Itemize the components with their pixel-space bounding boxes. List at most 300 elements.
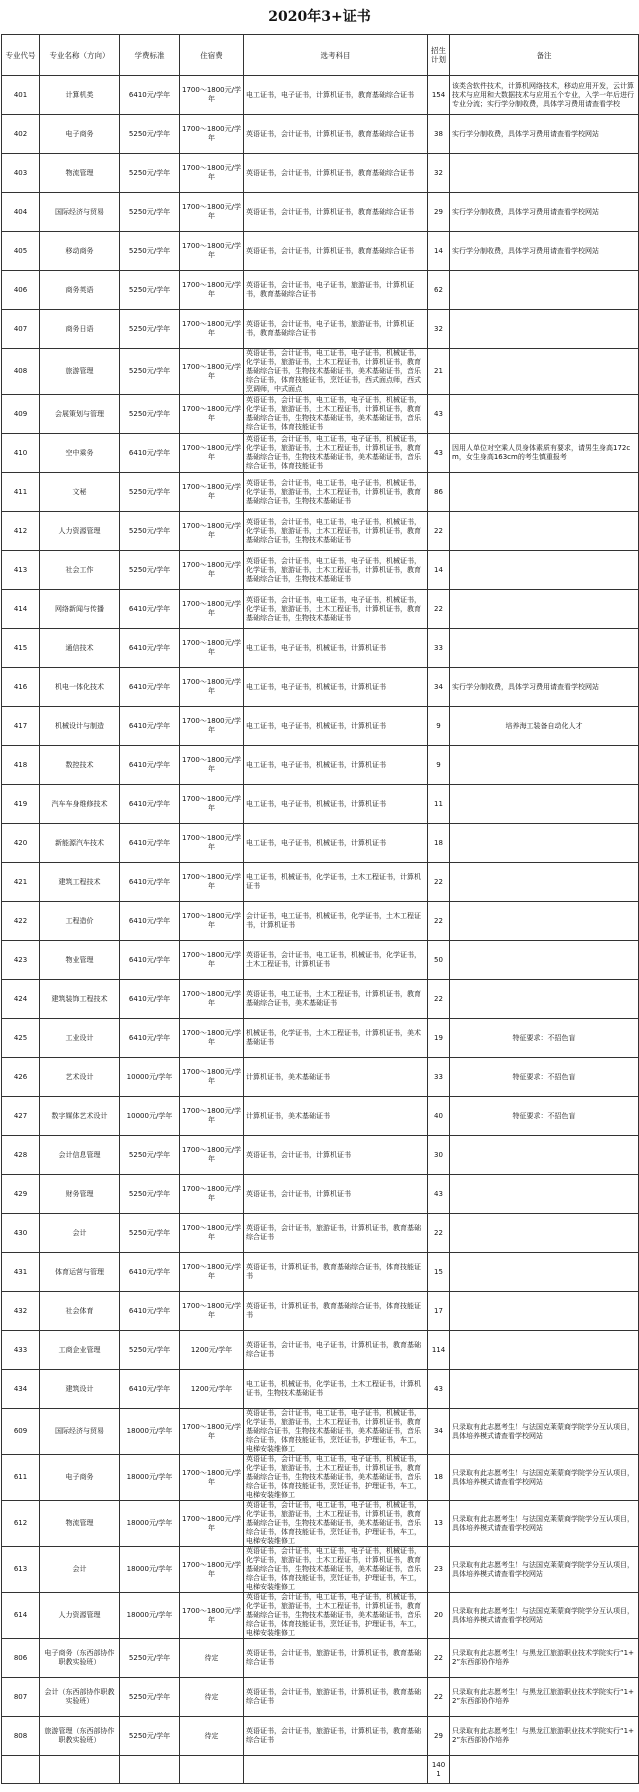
page-title: 2020年3+证书 <box>268 9 371 25</box>
cell-name: 旅游管理（东西部协作职教实验班） <box>40 1717 120 1756</box>
cell-tuition: 18000元/学年 <box>120 1593 180 1639</box>
cell-tuition: 5250元/学年 <box>120 349 180 395</box>
cell-note <box>450 1253 639 1292</box>
header-lodging: 住宿费 <box>180 35 244 76</box>
table-row <box>2 1547 639 1593</box>
cell-tuition: 6410元/学年 <box>120 668 180 707</box>
cell-subjects: 电工证书，电子证书，机械证书，计算机证书 <box>244 668 428 707</box>
cell-note: 只录取有此志愿考生！与黑龙江旅游职业技术学院实行“1+2”东西部协作培养 <box>450 1717 639 1756</box>
total-plan: 1401 <box>428 1756 450 1784</box>
cell-name: 工商企业管理 <box>40 1331 120 1370</box>
table-row <box>2 746 639 785</box>
cell-name: 建筑工程技术 <box>40 863 120 902</box>
cell-subjects: 英语证书，会计证书，计算机证书，教育基础综合证书 <box>244 232 428 271</box>
table-row <box>2 1292 639 1331</box>
cell-note: 该类含软件技术，计算机网络技术，移动应用开发，云计算技术与应用和大数据技术与应用五个专业，入学一年后进行专业分流；实行学分制收费，具体学习费用请查看学校 <box>450 76 639 115</box>
cell-plan: 34 <box>428 1409 450 1455</box>
total-empty-cell <box>120 1756 180 1784</box>
header-subjects: 选考科目 <box>244 35 428 76</box>
cell-plan: 32 <box>428 310 450 349</box>
cell-lodging: 1700～1800元/学年 <box>180 1292 244 1331</box>
cell-subjects: 英语证书，会计证书，电工证书，电子证书，机械证书，化学证书，旅游证书，土木工程证书，计算机证书，教育基础综合证书，生物技术基础证书，美术基础证书，音乐综合证书，体育技能证书，烹饪证书，西式面点师，西式烹调师，中式面点 <box>244 349 428 395</box>
cell-plan: 9 <box>428 707 450 746</box>
cell-name: 建筑装饰工程技术 <box>40 980 120 1019</box>
cell-plan: 43 <box>428 1175 450 1214</box>
cell-lodging: 1700～1800元/学年 <box>180 1501 244 1547</box>
cell-plan: 30 <box>428 1136 450 1175</box>
cell-subjects: 电工证书，电子证书，机械证书，计算机证书 <box>244 824 428 863</box>
cell-code: 423 <box>2 941 40 980</box>
cell-tuition: 6410元/学年 <box>120 941 180 980</box>
cell-code: 420 <box>2 824 40 863</box>
cell-note <box>450 473 639 512</box>
cell-tuition: 6410元/学年 <box>120 980 180 1019</box>
cell-subjects: 英语证书，会计证书，计算机证书，教育基础综合证书 <box>244 193 428 232</box>
table-row <box>2 512 639 551</box>
cell-subjects: 英语证书，会计证书，计算机证书，教育基础综合证书 <box>244 154 428 193</box>
cell-lodging: 1700～1800元/学年 <box>180 707 244 746</box>
cell-name: 会计信息管理 <box>40 1136 120 1175</box>
cell-code: 415 <box>2 629 40 668</box>
cell-note <box>450 980 639 1019</box>
cell-code: 404 <box>2 193 40 232</box>
cell-plan: 22 <box>428 590 450 629</box>
cell-plan: 33 <box>428 1058 450 1097</box>
header-name: 专业名称（方向） <box>40 35 120 76</box>
cell-code: 414 <box>2 590 40 629</box>
cell-plan: 13 <box>428 1501 450 1547</box>
table-row <box>2 1331 639 1370</box>
cell-subjects: 英语证书，会计证书，旅游证书，计算机证书，教育基础综合证书 <box>244 1717 428 1756</box>
cell-subjects: 英语证书，会计证书，电工证书，电子证书，机械证书，化学证书，旅游证书，土木工程证书，计算机证书，教育基础综合证书，生物技术基础证书，美术基础证书，音乐综合证书，体育技能证书，烹饪证书，护理证书，车工，电梯安装维修工 <box>244 1593 428 1639</box>
cell-plan: 22 <box>428 902 450 941</box>
cell-code: 413 <box>2 551 40 590</box>
cell-note <box>450 746 639 785</box>
cell-tuition: 18000元/学年 <box>120 1501 180 1547</box>
cell-name: 数字媒体艺术设计 <box>40 1097 120 1136</box>
table-row <box>2 668 639 707</box>
cell-lodging: 1700～1800元/学年 <box>180 1409 244 1455</box>
cell-tuition: 5250元/学年 <box>120 1639 180 1678</box>
cell-lodging: 待定 <box>180 1639 244 1678</box>
cell-lodging: 1700～1800元/学年 <box>180 785 244 824</box>
cell-tuition: 5250元/学年 <box>120 1175 180 1214</box>
cell-subjects: 会计证书，电工证书，机械证书，化学证书，土木工程证书，计算机证书 <box>244 902 428 941</box>
cell-code: 408 <box>2 349 40 395</box>
cell-tuition: 18000元/学年 <box>120 1455 180 1501</box>
cell-subjects: 英语证书，会计证书，电工证书，电子证书，机械证书，化学证书，旅游证书，土木工程证书，计算机证书，教育基础综合证书，生物技术基础证书，美术基础证书，音乐综合证书，体育技能证书，烹饪证书，护理证书，车工，电梯安装维修工 <box>244 1547 428 1593</box>
cell-tuition: 5250元/学年 <box>120 154 180 193</box>
cell-subjects: 英语证书，会计证书，电工证书，电子证书，机械证书，化学证书，旅游证书，土木工程证书，计算机证书，教育基础综合证书，生物技术基础证书 <box>244 551 428 590</box>
cell-note: 实行学分制收费，具体学习费用请查看学校网站 <box>450 232 639 271</box>
cell-plan: 18 <box>428 1455 450 1501</box>
cell-lodging: 1700～1800元/学年 <box>180 349 244 395</box>
cell-subjects: 电工证书，机械证书，化学证书，土木工程证书，计算机证书，生物技术基础证书 <box>244 1370 428 1409</box>
cell-name: 会计（东西部协作职教实验班） <box>40 1678 120 1717</box>
table-row <box>2 349 639 395</box>
cell-lodging: 1700～1800元/学年 <box>180 271 244 310</box>
cell-lodging: 1700～1800元/学年 <box>180 1214 244 1253</box>
cell-tuition: 6410元/学年 <box>120 902 180 941</box>
cell-code: 410 <box>2 434 40 473</box>
cell-subjects: 电工证书，电子证书，机械证书，计算机证书 <box>244 707 428 746</box>
table-row <box>2 980 639 1019</box>
cell-plan: 33 <box>428 629 450 668</box>
cell-lodging: 1700～1800元/学年 <box>180 980 244 1019</box>
table-row <box>2 1639 639 1678</box>
cell-lodging: 1700～1800元/学年 <box>180 395 244 434</box>
cell-tuition: 5250元/学年 <box>120 473 180 512</box>
cell-lodging: 1700～1800元/学年 <box>180 512 244 551</box>
cell-code: 417 <box>2 707 40 746</box>
cell-subjects: 电工证书，电子证书，机械证书，计算机证书 <box>244 629 428 668</box>
cell-plan: 43 <box>428 1370 450 1409</box>
cell-note: 只录取有此志愿考生！与法国克莱蒙商学院学分互认项目，具体培养模式请查看学校网站 <box>450 1409 639 1455</box>
cell-code: 614 <box>2 1593 40 1639</box>
cell-code: 416 <box>2 668 40 707</box>
table-row <box>2 707 639 746</box>
cell-tuition: 5250元/学年 <box>120 1331 180 1370</box>
cell-lodging: 1700～1800元/学年 <box>180 1547 244 1593</box>
table-row <box>2 1455 639 1501</box>
cell-plan: 18 <box>428 824 450 863</box>
cell-lodging: 1700～1800元/学年 <box>180 310 244 349</box>
cell-code: 422 <box>2 902 40 941</box>
cell-plan: 22 <box>428 863 450 902</box>
table-row <box>2 629 639 668</box>
cell-code: 429 <box>2 1175 40 1214</box>
total-empty-cell <box>244 1756 428 1784</box>
cell-plan: 114 <box>428 1331 450 1370</box>
cell-plan: 50 <box>428 941 450 980</box>
cell-lodging: 1700～1800元/学年 <box>180 1019 244 1058</box>
cell-subjects: 英语证书，会计证书，电工证书，电子证书，机械证书，化学证书，旅游证书，土木工程证书，计算机证书，教育基础综合证书，生物技术基础证书，美术基础证书，音乐综合证书，体育技能证书，烹饪证书，护理证书，车工，电梯安装维修工 <box>244 1455 428 1501</box>
cell-plan: 29 <box>428 1717 450 1756</box>
cell-tuition: 6410元/学年 <box>120 590 180 629</box>
cell-name: 电子商务（东西部协作职教实验班） <box>40 1639 120 1678</box>
cell-code: 401 <box>2 76 40 115</box>
cell-name: 电子商务 <box>40 115 120 154</box>
cell-subjects: 英语证书，会计证书，旅游证书，计算机证书，教育基础综合证书 <box>244 1678 428 1717</box>
cell-code: 405 <box>2 232 40 271</box>
table-row <box>2 1409 639 1455</box>
cell-lodging: 1700～1800元/学年 <box>180 902 244 941</box>
cell-code: 412 <box>2 512 40 551</box>
cell-plan: 34 <box>428 668 450 707</box>
cell-tuition: 6410元/学年 <box>120 76 180 115</box>
cell-lodging: 1700～1800元/学年 <box>180 115 244 154</box>
cell-subjects: 计算机证书，美术基础证书 <box>244 1058 428 1097</box>
table-row <box>2 115 639 154</box>
cell-note: 特征要求：不招色盲 <box>450 1058 639 1097</box>
cell-subjects: 英语证书，会计证书，电工证书，电子证书，机械证书，化学证书，旅游证书，土木工程证书，计算机证书，教育基础综合证书，生物技术基础证书，美术基础证书，音乐综合证书，体育技能证书，烹饪证书，护理证书，车工，电梯安装维修工 <box>244 1501 428 1547</box>
total-empty-cell <box>180 1756 244 1784</box>
total-empty-cell <box>2 1756 40 1784</box>
cell-name: 工业设计 <box>40 1019 120 1058</box>
cell-tuition: 6410元/学年 <box>120 746 180 785</box>
cell-name: 旅游管理 <box>40 349 120 395</box>
cell-code: 406 <box>2 271 40 310</box>
cell-tuition: 6410元/学年 <box>120 824 180 863</box>
cell-tuition: 10000元/学年 <box>120 1097 180 1136</box>
cell-name: 人力资源管理 <box>40 512 120 551</box>
cell-subjects: 英语证书，会计证书，电工证书，电子证书，机械证书，化学证书，旅游证书，土木工程证书，计算机证书，教育基础综合证书，生物技术基础证书 <box>244 473 428 512</box>
table-row <box>2 902 639 941</box>
cell-lodging: 1700～1800元/学年 <box>180 629 244 668</box>
cell-note <box>450 863 639 902</box>
cell-tuition: 5250元/学年 <box>120 512 180 551</box>
cell-subjects: 英语证书，会计证书，旅游证书，计算机证书，教育基础综合证书 <box>244 1639 428 1678</box>
cell-tuition: 6410元/学年 <box>120 1019 180 1058</box>
cell-subjects: 英语证书，电工证书，土木工程证书，计算机证书，教育基础综合证书，美术基础证书 <box>244 980 428 1019</box>
cell-tuition: 6410元/学年 <box>120 785 180 824</box>
cell-name: 网络新闻与传播 <box>40 590 120 629</box>
cell-lodging: 1700～1800元/学年 <box>180 824 244 863</box>
cell-subjects: 英语证书，会计证书，电工证书，电子证书，机械证书，化学证书，旅游证书，土木工程证书，计算机证书，教育基础综合证书，生物技术基础证书 <box>244 512 428 551</box>
cell-lodging: 1700～1800元/学年 <box>180 668 244 707</box>
cell-note <box>450 310 639 349</box>
cell-note <box>450 785 639 824</box>
cell-subjects: 计算机证书，美术基础证书 <box>244 1097 428 1136</box>
cell-lodging: 1700～1800元/学年 <box>180 590 244 629</box>
table-row <box>2 310 639 349</box>
cell-note <box>450 395 639 434</box>
cell-code: 431 <box>2 1253 40 1292</box>
cell-tuition: 6410元/学年 <box>120 1370 180 1409</box>
cell-subjects: 机械证书，化学证书，土木工程证书，计算机证书，美术基础证书 <box>244 1019 428 1058</box>
cell-name: 会展策划与管理 <box>40 395 120 434</box>
cell-note: 培养海工装备自动化人才 <box>450 707 639 746</box>
cell-plan: 22 <box>428 980 450 1019</box>
cell-code: 426 <box>2 1058 40 1097</box>
total-empty-cell <box>40 1756 120 1784</box>
cell-code: 409 <box>2 395 40 434</box>
cell-tuition: 5250元/学年 <box>120 310 180 349</box>
cell-plan: 15 <box>428 1253 450 1292</box>
table-row <box>2 1593 639 1639</box>
cell-name: 移动商务 <box>40 232 120 271</box>
cell-code: 612 <box>2 1501 40 1547</box>
cell-lodging: 1700～1800元/学年 <box>180 863 244 902</box>
cell-subjects: 电工证书，机械证书，化学证书，土木工程证书，计算机证书 <box>244 863 428 902</box>
cell-lodging: 1200元/学年 <box>180 1331 244 1370</box>
cell-plan: 43 <box>428 434 450 473</box>
cell-tuition: 6410元/学年 <box>120 863 180 902</box>
cell-plan: 22 <box>428 512 450 551</box>
cell-note <box>450 154 639 193</box>
cell-code: 403 <box>2 154 40 193</box>
table-row <box>2 785 639 824</box>
cell-tuition: 5250元/学年 <box>120 1717 180 1756</box>
cell-subjects: 英语证书，会计证书，电工证书，电子证书，机械证书，化学证书，旅游证书，土木工程证书，计算机证书，教育基础综合证书，生物技术基础证书，美术基础证书，音乐综合证书，体育技能证书 <box>244 434 428 473</box>
cell-plan: 17 <box>428 1292 450 1331</box>
cell-plan: 22 <box>428 1214 450 1253</box>
cell-lodging: 1700～1800元/学年 <box>180 1058 244 1097</box>
table-row <box>2 1253 639 1292</box>
table-row <box>2 1370 639 1409</box>
cell-lodging: 1700～1800元/学年 <box>180 1097 244 1136</box>
total-row <box>2 1756 639 1784</box>
cell-note <box>450 349 639 395</box>
cell-tuition: 6410元/学年 <box>120 707 180 746</box>
table-row <box>2 1678 639 1717</box>
cell-lodging: 1700～1800元/学年 <box>180 473 244 512</box>
cell-tuition: 18000元/学年 <box>120 1409 180 1455</box>
cell-tuition: 18000元/学年 <box>120 1547 180 1593</box>
cell-tuition: 6410元/学年 <box>120 1292 180 1331</box>
cell-lodging: 1700～1800元/学年 <box>180 1175 244 1214</box>
cell-plan: 40 <box>428 1097 450 1136</box>
cell-tuition: 6410元/学年 <box>120 434 180 473</box>
table-row <box>2 76 639 115</box>
cell-tuition: 5250元/学年 <box>120 232 180 271</box>
table-row <box>2 1214 639 1253</box>
table-row <box>2 1058 639 1097</box>
cell-plan: 38 <box>428 115 450 154</box>
cell-note: 特征要求：不招色盲 <box>450 1019 639 1058</box>
cell-plan: 86 <box>428 473 450 512</box>
cell-subjects: 英语证书，会计证书，电子证书，计算机证书，教育基础综合证书 <box>244 1331 428 1370</box>
cell-name: 商务英语 <box>40 271 120 310</box>
cell-name: 文秘 <box>40 473 120 512</box>
cell-code: 807 <box>2 1678 40 1717</box>
cell-note <box>450 1136 639 1175</box>
table-row <box>2 1175 639 1214</box>
cell-tuition: 5250元/学年 <box>120 115 180 154</box>
cell-code: 806 <box>2 1639 40 1678</box>
table-row <box>2 590 639 629</box>
cell-tuition: 5250元/学年 <box>120 1678 180 1717</box>
cell-lodging: 1700～1800元/学年 <box>180 1253 244 1292</box>
cell-code: 611 <box>2 1455 40 1501</box>
cell-note <box>450 1331 639 1370</box>
cell-note: 只录取有此志愿考生！与法国克莱蒙商学院学分互认项目，具体培养模式请查看学校网站 <box>450 1547 639 1593</box>
cell-code: 808 <box>2 1717 40 1756</box>
cell-code: 609 <box>2 1409 40 1455</box>
admission-table <box>1 34 639 1784</box>
cell-note <box>450 629 639 668</box>
cell-plan: 21 <box>428 349 450 395</box>
table-row <box>2 1717 639 1756</box>
cell-name: 国际经济与贸易 <box>40 1409 120 1455</box>
cell-name: 汽车车身维修技术 <box>40 785 120 824</box>
cell-name: 计算机类 <box>40 76 120 115</box>
cell-subjects: 电工证书，电子证书，计算机证书，教育基础综合证书 <box>244 76 428 115</box>
cell-note <box>450 1175 639 1214</box>
cell-code: 425 <box>2 1019 40 1058</box>
cell-name: 物业管理 <box>40 941 120 980</box>
table-header-row <box>2 35 639 76</box>
cell-note: 只录取有此志愿考生！与法国克莱蒙商学院学分互认项目，具体培养模式请查看学校网站 <box>450 1501 639 1547</box>
cell-note <box>450 551 639 590</box>
table-body <box>2 76 639 1784</box>
cell-plan: 29 <box>428 193 450 232</box>
cell-name: 建筑设计 <box>40 1370 120 1409</box>
table-row <box>2 1097 639 1136</box>
cell-code: 613 <box>2 1547 40 1593</box>
header-plan: 招生计划 <box>428 35 450 76</box>
cell-plan: 22 <box>428 1678 450 1717</box>
cell-lodging: 1700～1800元/学年 <box>180 1136 244 1175</box>
cell-code: 402 <box>2 115 40 154</box>
cell-name: 国际经济与贸易 <box>40 193 120 232</box>
cell-tuition: 5250元/学年 <box>120 551 180 590</box>
cell-subjects: 英语证书，计算机证书，教育基础综合证书，体育技能证书 <box>244 1292 428 1331</box>
cell-name: 商务日语 <box>40 310 120 349</box>
cell-code: 430 <box>2 1214 40 1253</box>
table-row <box>2 863 639 902</box>
cell-lodging: 1700～1800元/学年 <box>180 1593 244 1639</box>
cell-name: 机械设计与制造 <box>40 707 120 746</box>
cell-note: 实行学分制收费，具体学习费用请查看学校网站 <box>450 193 639 232</box>
cell-subjects: 电工证书，电子证书，机械证书，计算机证书 <box>244 785 428 824</box>
cell-note: 实行学分制收费，具体学习费用请查看学校网站 <box>450 115 639 154</box>
cell-tuition: 5250元/学年 <box>120 193 180 232</box>
cell-lodging: 1700～1800元/学年 <box>180 746 244 785</box>
cell-note <box>450 271 639 310</box>
cell-name: 社会体育 <box>40 1292 120 1331</box>
cell-lodging: 1700～1800元/学年 <box>180 1455 244 1501</box>
table-row <box>2 395 639 434</box>
cell-name: 电子商务 <box>40 1455 120 1501</box>
cell-tuition: 5250元/学年 <box>120 395 180 434</box>
cell-plan: 22 <box>428 1639 450 1678</box>
cell-note: 因用人单位对空乘人员身体素质有要求，请男生身高172cm，女生身高163cm的考生慎重报考 <box>450 434 639 473</box>
cell-code: 421 <box>2 863 40 902</box>
cell-note: 实行学分制收费，具体学习费用请查看学校网站 <box>450 668 639 707</box>
cell-note: 特征要求：不招色盲 <box>450 1097 639 1136</box>
table-row <box>2 434 639 473</box>
cell-subjects: 英语证书，会计证书，电工证书，电子证书，机械证书，化学证书，旅游证书，土木工程证书，计算机证书，教育基础综合证书，生物技术基础证书，美术基础证书，音乐综合证书，体育技能证书 <box>244 395 428 434</box>
total-empty-cell <box>450 1756 639 1784</box>
cell-name: 财务管理 <box>40 1175 120 1214</box>
header-tuition: 学费标准 <box>120 35 180 76</box>
cell-lodging: 1200元/学年 <box>180 1370 244 1409</box>
cell-name: 工程造价 <box>40 902 120 941</box>
cell-note <box>450 1370 639 1409</box>
cell-tuition: 6410元/学年 <box>120 1253 180 1292</box>
cell-subjects: 英语证书，会计证书，旅游证书，计算机证书，教育基础综合证书 <box>244 1214 428 1253</box>
cell-name: 空中乘务 <box>40 434 120 473</box>
cell-name: 社会工作 <box>40 551 120 590</box>
cell-tuition: 10000元/学年 <box>120 1058 180 1097</box>
table-row <box>2 232 639 271</box>
table-row <box>2 1136 639 1175</box>
cell-code: 427 <box>2 1097 40 1136</box>
cell-plan: 62 <box>428 271 450 310</box>
cell-subjects: 英语证书，会计证书，计算机证书 <box>244 1136 428 1175</box>
table-row <box>2 271 639 310</box>
cell-lodging: 1700～1800元/学年 <box>180 232 244 271</box>
cell-plan: 154 <box>428 76 450 115</box>
cell-note: 只录取有此志愿考生！与法国克莱蒙商学院学分互认项目，具体培养模式请查看学校网站 <box>450 1593 639 1639</box>
cell-name: 数控技术 <box>40 746 120 785</box>
cell-note <box>450 1292 639 1331</box>
cell-note <box>450 590 639 629</box>
table-row <box>2 193 639 232</box>
cell-lodging: 1700～1800元/学年 <box>180 551 244 590</box>
cell-note <box>450 512 639 551</box>
table-row <box>2 1019 639 1058</box>
header-code: 专业代号 <box>2 35 40 76</box>
cell-subjects: 英语证书，会计证书，电工证书，机械证书，化学证书，土木工程证书，计算机证书 <box>244 941 428 980</box>
cell-subjects: 英语证书，会计证书，电工证书，电子证书，机械证书，化学证书，旅游证书，土木工程证书，计算机证书，教育基础综合证书，生物技术基础证书 <box>244 590 428 629</box>
cell-name: 新能源汽车技术 <box>40 824 120 863</box>
table-row <box>2 154 639 193</box>
cell-code: 418 <box>2 746 40 785</box>
cell-plan: 9 <box>428 746 450 785</box>
cell-subjects: 英语证书，会计证书，计算机证书，教育基础综合证书 <box>244 115 428 154</box>
